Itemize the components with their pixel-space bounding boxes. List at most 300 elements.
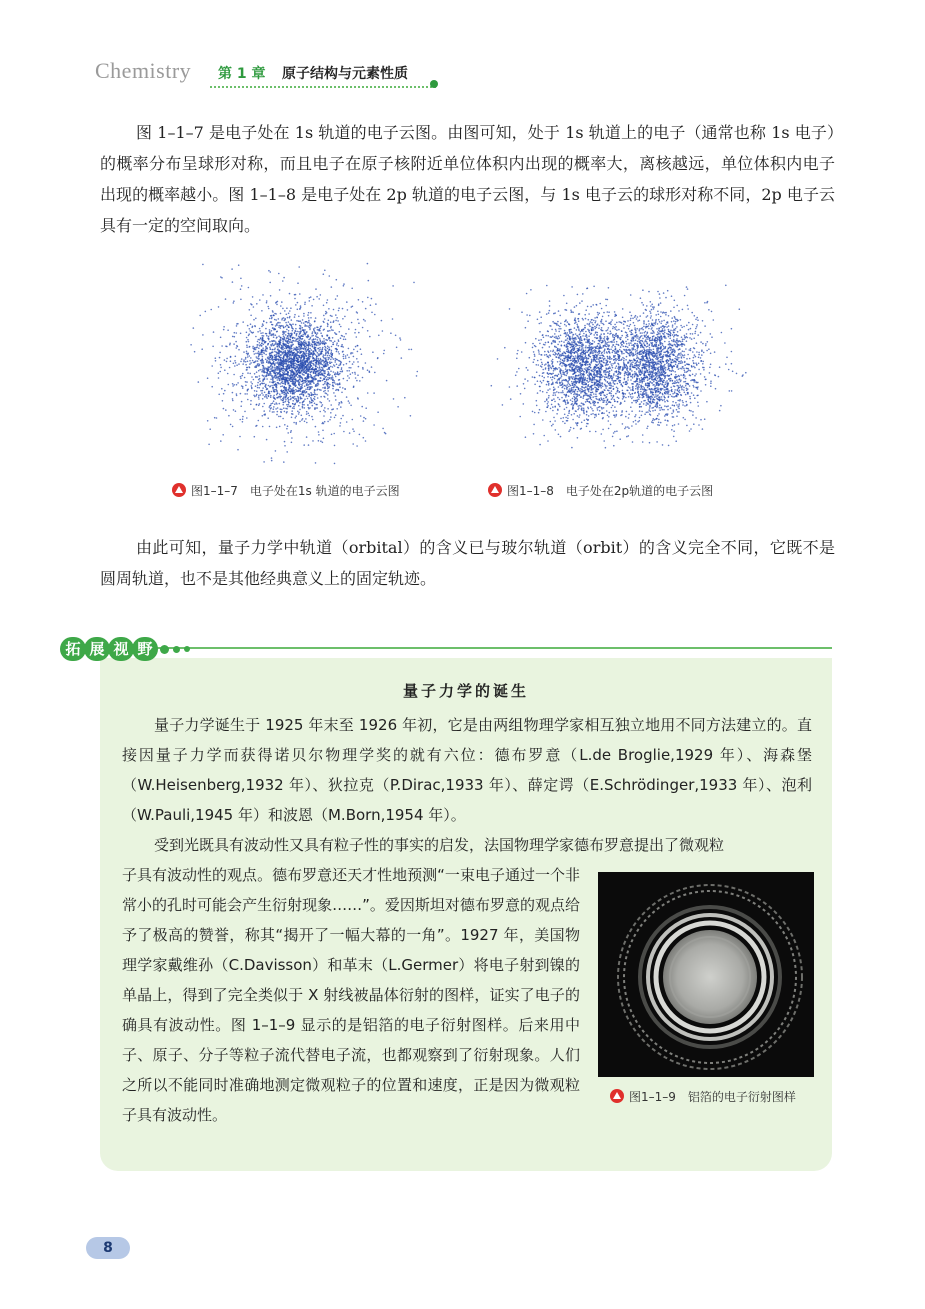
cloud-dot: [245, 381, 247, 383]
cloud-dot: [565, 417, 567, 419]
cloud-dot: [250, 357, 252, 359]
cloud-dot: [527, 369, 529, 371]
cloud-dot: [348, 367, 350, 369]
cloud-dot: [312, 352, 314, 354]
cloud-dot: [589, 366, 591, 368]
cloud-dot: [323, 340, 325, 342]
cloud-dot: [276, 331, 278, 333]
cloud-dot: [317, 339, 319, 341]
cloud-dot: [282, 346, 284, 348]
cloud-dot: [312, 358, 314, 360]
cloud-dot: [598, 387, 600, 389]
cloud-dot: [286, 451, 288, 453]
cloud-dot: [315, 378, 317, 380]
cloud-dot: [572, 401, 574, 403]
cloud-dot: [269, 374, 271, 376]
cloud-dot: [239, 419, 241, 421]
cloud-dot: [260, 390, 262, 392]
cloud-dot: [343, 336, 345, 338]
cloud-dot: [567, 356, 569, 358]
cloud-dot: [334, 365, 336, 367]
cloud-dot: [564, 345, 566, 347]
cloud-dot: [297, 377, 299, 379]
cloud-dot: [577, 369, 579, 371]
cloud-dot: [308, 320, 310, 322]
cloud-dot: [692, 411, 694, 413]
cloud-dot: [214, 417, 216, 419]
cloud-dot: [255, 318, 257, 320]
cloud-dot: [616, 359, 618, 361]
cloud-dot: [318, 440, 320, 442]
cloud-dot: [363, 420, 365, 422]
cloud-dot: [537, 360, 539, 362]
cloud-dot: [317, 329, 319, 331]
cloud-dot: [323, 305, 325, 307]
cloud-dot: [334, 463, 336, 465]
cloud-dot: [277, 382, 279, 384]
cloud-dot: [256, 356, 258, 358]
cloud-dot: [369, 336, 371, 338]
cloud-dot: [328, 347, 330, 349]
cloud-dot: [570, 385, 572, 387]
cloud-dot: [307, 388, 309, 390]
cloud-dot: [600, 393, 602, 395]
cloud-dot: [261, 352, 263, 354]
cloud-dot: [581, 348, 583, 350]
cloud-dot: [267, 417, 269, 419]
cloud-dot: [270, 271, 272, 273]
cloud-dot: [286, 404, 288, 406]
cloud-dot: [293, 377, 295, 379]
cloud-dot: [335, 348, 337, 350]
cloud-dot: [297, 309, 299, 311]
cloud-dot: [645, 331, 647, 333]
cloud-dot: [636, 364, 638, 366]
cloud-dot: [271, 330, 273, 332]
cloud-dot: [541, 382, 543, 384]
cloud-dot: [308, 341, 310, 343]
cloud-dot: [223, 393, 225, 395]
cloud-dot: [360, 348, 362, 350]
cloud-dot: [551, 425, 553, 427]
cloud-dot: [246, 353, 248, 355]
cloud-dot: [371, 312, 373, 314]
cloud-dot: [291, 417, 293, 419]
cloud-dot: [702, 320, 704, 322]
cloud-dot: [295, 328, 297, 330]
cloud-dot: [282, 418, 284, 420]
cloud-dot: [647, 315, 649, 317]
cloud-dot: [305, 388, 307, 390]
cloud-dot: [602, 341, 604, 343]
cloud-dot: [604, 376, 606, 378]
cloud-dot: [548, 395, 550, 397]
cloud-dot: [296, 360, 298, 362]
cloud-dot: [279, 341, 281, 343]
cloud-dot: [285, 387, 287, 389]
cloud-dot: [617, 388, 619, 390]
cloud-dot: [306, 369, 308, 371]
cloud-dot: [600, 338, 602, 340]
chapter-title: 原子结构与元素性质: [282, 66, 408, 82]
cloud-dot: [395, 335, 397, 337]
cloud-dot: [588, 324, 590, 326]
cloud-dot: [332, 375, 334, 377]
cloud-dot: [287, 383, 289, 385]
cloud-dot: [539, 375, 541, 377]
cloud-dot: [558, 404, 560, 406]
cloud-dot: [593, 382, 595, 384]
cloud-dot: [355, 346, 357, 348]
cloud-dot: [193, 327, 195, 329]
cloud-dot: [349, 361, 351, 363]
cloud-dot: [588, 313, 590, 315]
cloud-dot: [550, 373, 552, 375]
cloud-dot: [565, 396, 567, 398]
cloud-dot: [255, 425, 257, 427]
cloud-dot: [263, 403, 265, 405]
cloud-dot: [320, 440, 322, 442]
cloud-dot: [294, 373, 296, 375]
cloud-dot: [642, 386, 644, 388]
cloud-dot: [588, 415, 590, 417]
cloud-dot: [598, 353, 600, 355]
cloud-dot: [306, 376, 308, 378]
cloud-dot: [368, 280, 370, 282]
cloud-dot: [544, 344, 546, 346]
cloud-dot: [286, 352, 288, 354]
cloud-dot: [297, 302, 299, 304]
cloud-dot: [325, 339, 327, 341]
cloud-dot: [327, 355, 329, 357]
cloud-dot: [558, 357, 560, 359]
cloud-dot: [302, 364, 304, 366]
cloud-dot: [296, 370, 298, 372]
cloud-dot: [236, 325, 238, 327]
cloud-dot: [575, 422, 577, 424]
cloud-dot: [342, 346, 344, 348]
cloud-dot: [362, 377, 364, 379]
cloud-dot: [294, 375, 296, 377]
cloud-dot: [600, 333, 602, 335]
cloud-dot: [293, 408, 295, 410]
cloud-dot: [337, 371, 339, 373]
cloud-dot: [312, 342, 314, 344]
cloud-dot: [626, 325, 628, 327]
cloud-dot: [323, 375, 325, 377]
cloud-dot: [326, 302, 328, 304]
cloud-dot: [595, 320, 597, 322]
cloud-dot: [580, 366, 582, 368]
cloud-dot: [357, 319, 359, 321]
cloud-dot: [309, 325, 311, 327]
cloud-dot: [278, 318, 280, 320]
cloud-dot: [584, 368, 586, 370]
cloud-dot: [579, 347, 581, 349]
cloud-dot: [294, 382, 296, 384]
cloud-dot: [308, 327, 310, 329]
header-dot: [430, 80, 438, 88]
cloud-dot: [558, 379, 560, 381]
cloud-dot: [288, 367, 290, 369]
cloud-dot: [560, 328, 562, 330]
cloud-dot: [285, 366, 287, 368]
cloud-dot: [283, 386, 285, 388]
cloud-dot: [592, 410, 594, 412]
cloud-dot: [585, 384, 587, 386]
cloud-dot: [565, 333, 567, 335]
cloud-dot: [629, 355, 631, 357]
cloud-dot: [350, 367, 352, 369]
cloud-dot: [578, 407, 580, 409]
cloud-dot: [218, 394, 220, 396]
cloud-dot: [318, 373, 320, 375]
cloud-dot: [262, 356, 264, 358]
cloud-dot: [254, 373, 256, 375]
cloud-dot: [280, 337, 282, 339]
cloud-dot: [566, 375, 568, 377]
cloud-dot: [552, 410, 554, 412]
cloud-dot: [222, 400, 224, 402]
cloud-dot: [307, 357, 309, 359]
cloud-dot: [246, 381, 248, 383]
cloud-dot: [607, 336, 609, 338]
cloud-dot: [560, 418, 562, 420]
cloud-dot: [295, 370, 297, 372]
cloud-dot: [363, 437, 365, 439]
cloud-dot: [560, 323, 562, 325]
cloud-dot: [575, 367, 577, 369]
cloud-dot: [275, 450, 277, 452]
cloud-dot: [584, 377, 586, 379]
cloud-dot: [316, 344, 318, 346]
cloud-dot: [305, 355, 307, 357]
cloud-dot: [262, 383, 264, 385]
cloud-dot: [329, 400, 331, 402]
cloud-dot: [235, 356, 237, 358]
cloud-dot: [596, 396, 598, 398]
cloud-dot: [608, 351, 610, 353]
cloud-dot: [320, 369, 322, 371]
cloud-dot: [574, 323, 576, 325]
cloud-dot: [299, 394, 301, 396]
cloud-dot: [288, 402, 290, 404]
cloud-dot: [281, 409, 283, 411]
cloud-dot: [543, 337, 545, 339]
cloud-dot: [604, 370, 606, 372]
cloud-dot: [698, 352, 700, 354]
cloud-dot: [311, 305, 313, 307]
cloud-dot: [634, 371, 636, 373]
cloud-dot: [601, 319, 603, 321]
cloud-dot: [286, 338, 288, 340]
cloud-dot: [602, 375, 604, 377]
cloud-dot: [339, 373, 341, 375]
cloud-dot: [322, 404, 324, 406]
cloud-dot: [263, 352, 265, 354]
cloud-dot: [306, 436, 308, 438]
cloud-dot: [259, 330, 261, 332]
cloud-dot: [333, 433, 335, 435]
cloud-dot: [641, 302, 643, 304]
cloud-dot: [618, 321, 620, 323]
cloud-dot: [556, 356, 558, 358]
cloud-dot: [263, 461, 265, 463]
cloud-dot: [603, 413, 605, 415]
cloud-dot: [556, 347, 558, 349]
cloud-dot: [590, 406, 592, 408]
cloud-dot: [290, 325, 292, 327]
cloud-dot: [568, 382, 570, 384]
cloud-dot: [235, 341, 237, 343]
cloud-dot: [251, 383, 253, 385]
cloud-dot: [564, 330, 566, 332]
cloud-dot: [359, 434, 361, 436]
cloud-dot: [584, 314, 586, 316]
cloud-dot: [284, 339, 286, 341]
cloud-dot: [329, 275, 331, 277]
cloud-dot: [294, 396, 296, 398]
cloud-dot: [273, 344, 275, 346]
cloud-dot: [289, 310, 291, 312]
cloud-dot: [266, 374, 268, 376]
cloud-dot: [232, 385, 234, 387]
cloud-dot: [611, 369, 613, 371]
cloud-dot: [319, 411, 321, 413]
cloud-dot: [595, 398, 597, 400]
cloud-dot: [341, 344, 343, 346]
cloud-dot: [562, 390, 564, 392]
cloud-dot: [597, 343, 599, 345]
cloud-dot: [392, 318, 394, 320]
cloud-dot: [300, 363, 302, 365]
cloud-dot: [321, 373, 323, 375]
cloud-dot: [286, 314, 288, 316]
cloud-dot: [318, 342, 320, 344]
cloud-dot: [308, 344, 310, 346]
cloud-dot: [365, 440, 367, 442]
cloud-dot: [262, 332, 264, 334]
cloud-dot: [374, 372, 376, 374]
cloud-dot: [317, 380, 319, 382]
cloud-dot: [594, 337, 596, 339]
cloud-dot: [269, 356, 271, 358]
cloud-dot: [555, 341, 557, 343]
cloud-dot: [274, 389, 276, 391]
cloud-dot: [552, 361, 554, 363]
cloud-dot: [668, 341, 670, 343]
cloud-dot: [301, 419, 303, 421]
cloud-dot: [583, 374, 585, 376]
cloud-dot: [285, 399, 287, 401]
cloud-dot: [274, 390, 276, 392]
cloud-dot: [289, 387, 291, 389]
cloud-dot: [567, 418, 569, 420]
cloud-dot: [229, 367, 231, 369]
cloud-dot: [343, 285, 345, 287]
cloud-dot: [310, 374, 312, 376]
cloud-dot: [658, 328, 660, 330]
cloud-dot: [340, 326, 342, 328]
cloud-dot: [281, 375, 283, 377]
cloud-dot: [324, 378, 326, 380]
cloud-dot: [317, 358, 319, 360]
cloud-dot: [315, 362, 317, 364]
cloud-dot: [583, 409, 585, 411]
cloud-dot: [285, 359, 287, 361]
cloud-dot: [347, 309, 349, 311]
cloud-dot: [350, 352, 352, 354]
cloud-dot: [557, 375, 559, 377]
cloud-dot: [578, 374, 580, 376]
cloud-dot: [596, 384, 598, 386]
cloud-dot: [286, 396, 288, 398]
intro-text: 图 1–1–7 是电子处在 1s 轨道的电子云图。由图可知，处于 1s 轨道上的电子（通常也称 1s 电子）的概率分布呈球形对称，而且电子在原子核附近单位体积内出现的概率大，离核越远，单位体积内电子出现的概率越小。图 1–1–8 是电子处在 2p 轨道的电子云图，与 1s 电子云的球形对称不同，2p 电子云具有一定的空间取向。: [100, 123, 835, 235]
intro-paragraph: [100, 117, 835, 241]
cloud-dot: [311, 416, 313, 418]
cloud-dot: [658, 333, 660, 335]
cloud-dot: [233, 343, 235, 345]
cloud-dot: [288, 393, 290, 395]
cloud-dot: [293, 397, 295, 399]
cloud-dot: [584, 382, 586, 384]
cloud-dot: [408, 349, 410, 351]
cloud-dot: [284, 344, 286, 346]
cloud-dot: [247, 399, 249, 401]
cloud-dot: [320, 326, 322, 328]
cloud-dot: [303, 359, 305, 361]
cloud-dot: [592, 340, 594, 342]
cloud-dot: [308, 366, 310, 368]
cloud-dot: [324, 386, 326, 388]
cloud-dot: [326, 379, 328, 381]
cloud-dot: [576, 360, 578, 362]
cloud-dot: [281, 367, 283, 369]
cloud-dot: [281, 319, 283, 321]
cloud-dot: [332, 388, 334, 390]
cloud-dot: [553, 387, 555, 389]
cloud-dot: [374, 314, 376, 316]
cloud-dot: [307, 380, 309, 382]
cloud-dot: [263, 383, 265, 385]
cloud-dot: [666, 326, 668, 328]
cloud-dot: [315, 354, 317, 356]
cloud-dot: [283, 317, 285, 319]
cloud-dot: [681, 395, 683, 397]
cloud-dot: [682, 350, 684, 352]
cloud-dot: [574, 399, 576, 401]
cloud-dot: [329, 375, 331, 377]
cloud-dot: [578, 345, 580, 347]
cloud-dot: [220, 440, 222, 442]
cloud-dot: [259, 380, 261, 382]
cloud-dot: [287, 358, 289, 360]
cloud-dot: [257, 341, 259, 343]
cloud-dot: [260, 344, 262, 346]
cloud-dot: [270, 353, 272, 355]
cloud-dot: [269, 332, 271, 334]
cloud-dot: [603, 389, 605, 391]
cloud-dot: [286, 341, 288, 343]
cloud-dot: [302, 338, 304, 340]
cloud-dot: [346, 421, 348, 423]
cloud-dot: [301, 362, 303, 364]
cloud-dot: [215, 360, 217, 362]
cloud-dot: [248, 366, 250, 368]
cloud-dot: [601, 357, 603, 359]
cloud-dot: [628, 328, 630, 330]
cloud-dot: [324, 383, 326, 385]
